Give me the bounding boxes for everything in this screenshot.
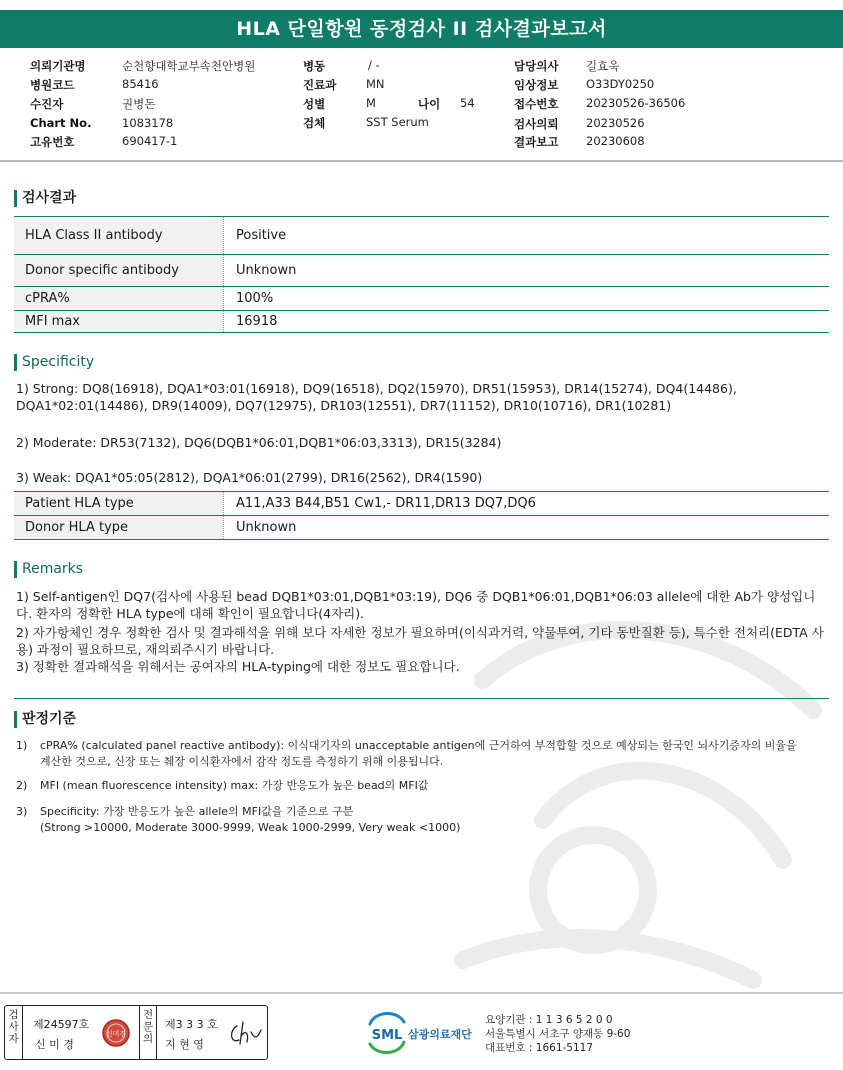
criteria-item-1 <box>16 738 816 770</box>
tester-name: 신 미 경 <box>35 1038 74 1051</box>
info-label-institution: 의뢰기관명 <box>30 59 86 73</box>
specificity-strong: 1) Strong: DQ8(16918), DQA1*03:01(16918), DQ9(16518), DQ2(15970), DR51(15953), DR14(15274), DQ4(14486), DQA1*02:01(14486), DR9(14009), DQ7(12975), DR103(12551), DR7(11152), DR10(10716), DR1(10281) <box>16 381 737 413</box>
criteria-item-3 <box>16 804 816 838</box>
results-row-value: Positive <box>223 217 829 254</box>
results-row-label: cPRA% <box>25 291 70 306</box>
info-value-ward: / - <box>368 58 380 72</box>
svg-text:신미경: 신미경 <box>105 1030 127 1038</box>
org-name: 삼광의료재단 <box>408 1028 472 1041</box>
info-label-chart-no: Chart No. <box>30 116 92 130</box>
org-address: 서울특별시 서초구 양재동 9-60 <box>485 1028 631 1040</box>
criteria-text: MFI (mean fluorescence intensity) max: 가장 반응도가 높은 bead의 MFI값 <box>40 779 429 792</box>
criteria-text-scale: (Strong >10000, Moderate 3000-9999, Weak 1000-2999, Very weak <1000) <box>40 821 461 834</box>
info-label-age: 나이 <box>418 97 441 111</box>
info-label-sex: 성별 <box>303 97 326 111</box>
hla-type-value: A11,A33 B44,B51 Cw1,- DR11,DR13 DQ7,DQ6 <box>223 492 829 515</box>
info-label-ward: 병동 <box>303 59 326 73</box>
report-title: HLA 단일항원 동정검사 II 검사결과보고서 <box>0 10 843 48</box>
criteria-divider <box>14 698 829 699</box>
info-label-doctor: 담당의사 <box>514 59 559 73</box>
info-label-request-date: 검사의뢰 <box>514 117 559 131</box>
specificity-heading: Specificity <box>14 353 94 371</box>
signature-box <box>4 1005 268 1060</box>
criteria-text: Specificity: 가장 반응도가 높은 allele의 MFI값을 기준으로 구분 <box>40 805 354 818</box>
info-divider <box>0 160 843 162</box>
remarks-item-3: 3) 정확한 결과해석을 위해서는 공여자의 HLA-typing에 대한 정보도 필요합니다. <box>16 659 460 674</box>
results-row-label: HLA Class II antibody <box>25 228 163 243</box>
criteria-number: 1) <box>16 739 28 752</box>
info-value-institution: 순천향대학교부속천안병원 <box>122 59 256 73</box>
info-label-patient: 수진자 <box>30 97 64 111</box>
info-value-unique-no: 690417-1 <box>122 134 178 148</box>
criteria-heading: 판정기준 <box>14 710 76 728</box>
specialist-name: 지 현 영 <box>165 1038 204 1051</box>
info-label-receipt-no: 접수번호 <box>514 97 559 111</box>
info-label-report-date: 결과보고 <box>514 135 559 149</box>
sml-logo <box>366 1012 486 1054</box>
criteria-number: 2) <box>16 779 28 792</box>
results-row-value: 16918 <box>223 311 829 332</box>
info-value-doctor: 길효욱 <box>586 59 620 73</box>
specificity-weak: 3) Weak: DQA1*05:05(2812), DQA1*06:01(2799), DR16(2562), DR4(1590) <box>16 470 483 485</box>
info-value-request-date: 20230526 <box>586 116 645 130</box>
tester-label: 검사자 <box>5 1006 23 1059</box>
info-value-sex: M <box>366 96 376 110</box>
info-value-hospital-code: 85416 <box>122 77 159 91</box>
info-value-department: MN <box>366 77 385 91</box>
footer-divider <box>0 992 843 994</box>
results-row-value: 100% <box>223 287 829 310</box>
info-label-specimen: 검체 <box>303 116 326 130</box>
hla-type-label: Patient HLA type <box>25 496 134 511</box>
tester-license-no: 제24597호 <box>33 1018 90 1031</box>
info-label-unique-no: 고유번호 <box>30 135 75 149</box>
specialist-label: 전문의 <box>139 1006 157 1059</box>
info-label-clinical-info: 임상정보 <box>514 78 559 92</box>
info-value-report-date: 20230608 <box>586 134 645 148</box>
info-value-clinical-info: O33DY0250 <box>586 77 655 91</box>
criteria-number: 3) <box>16 805 28 818</box>
remarks-item-1: 1) Self-antigen인 DQ7(검사에 사용된 bead DQB1*03:01,DQB1*03:19), DQ6 중 DQB1*06:01,DQB1*06:03 allele에 대한 Ab가 양성입니다. 환자의 정확한 HLA type에 대해 확인이 필요합니다(4자리). <box>16 589 816 621</box>
sml-logo-icon <box>366 1012 408 1054</box>
org-phone: 대표번호 : 1661-5117 <box>485 1042 594 1054</box>
tester-seal-icon <box>101 1018 131 1048</box>
results-row <box>14 311 829 333</box>
org-info <box>485 1013 630 1055</box>
specialist-license-no: 제3 3 3 호 <box>165 1018 218 1031</box>
info-label-hospital-code: 병원코드 <box>30 78 75 92</box>
specialist-signature-icon <box>227 1018 263 1048</box>
results-row-label: Donor specific antibody <box>25 263 179 278</box>
patient-info-block <box>0 55 843 155</box>
results-table <box>14 216 829 333</box>
org-care-no: 요양기관 : 1 1 3 6 5 2 0 0 <box>485 1014 613 1026</box>
info-value-receipt-no: 20230526-36506 <box>586 96 686 110</box>
info-value-age: 54 <box>460 96 475 110</box>
hla-type-label: Donor HLA type <box>25 520 129 535</box>
criteria-item-2 <box>16 778 816 794</box>
info-value-patient: 권병돈 <box>122 97 156 111</box>
remarks-heading: Remarks <box>14 560 83 578</box>
hla-type-value: Unknown <box>223 516 829 539</box>
info-value-specimen: SST Serum <box>366 115 429 129</box>
results-heading: 검사결과 <box>14 189 76 207</box>
remarks-item-2: 2) 자가항체인 경우 정확한 검사 및 결과해석을 위해 보다 자세한 정보가 필요하며(이식과거력, 약물투여, 기타 동반질환 등), 특수한 전처리(EDTA 사용) 과정이 필요하므로, 재의뢰주시기 바랍니다. <box>16 625 824 657</box>
results-row-label: MFI max <box>25 314 80 329</box>
info-label-department: 진료과 <box>303 78 337 92</box>
results-row <box>14 287 829 311</box>
results-row-value: Unknown <box>223 255 829 286</box>
hla-type-row <box>14 492 829 516</box>
hla-type-row <box>14 516 829 540</box>
specificity-moderate: 2) Moderate: DR53(7132), DQ6(DQB1*06:01,DQB1*06:03,3313), DR15(3284) <box>16 435 502 450</box>
results-row <box>14 217 829 255</box>
criteria-text: cPRA% (calculated panel reactive antibody): 이식대기자의 unacceptable antigen에 근거하여 부적합할 것으로 예상되는 한국인 뇌사기증자의 비율을 계산한 것으로, 신장 또는 췌장 이식환자에서 감작 정도를 측정하기 위해 이용됩니다. <box>40 739 797 768</box>
svg-text:SML: SML <box>371 1028 403 1043</box>
info-value-chart-no: 1083178 <box>122 116 174 130</box>
results-row <box>14 255 829 287</box>
hla-type-table <box>14 491 829 540</box>
